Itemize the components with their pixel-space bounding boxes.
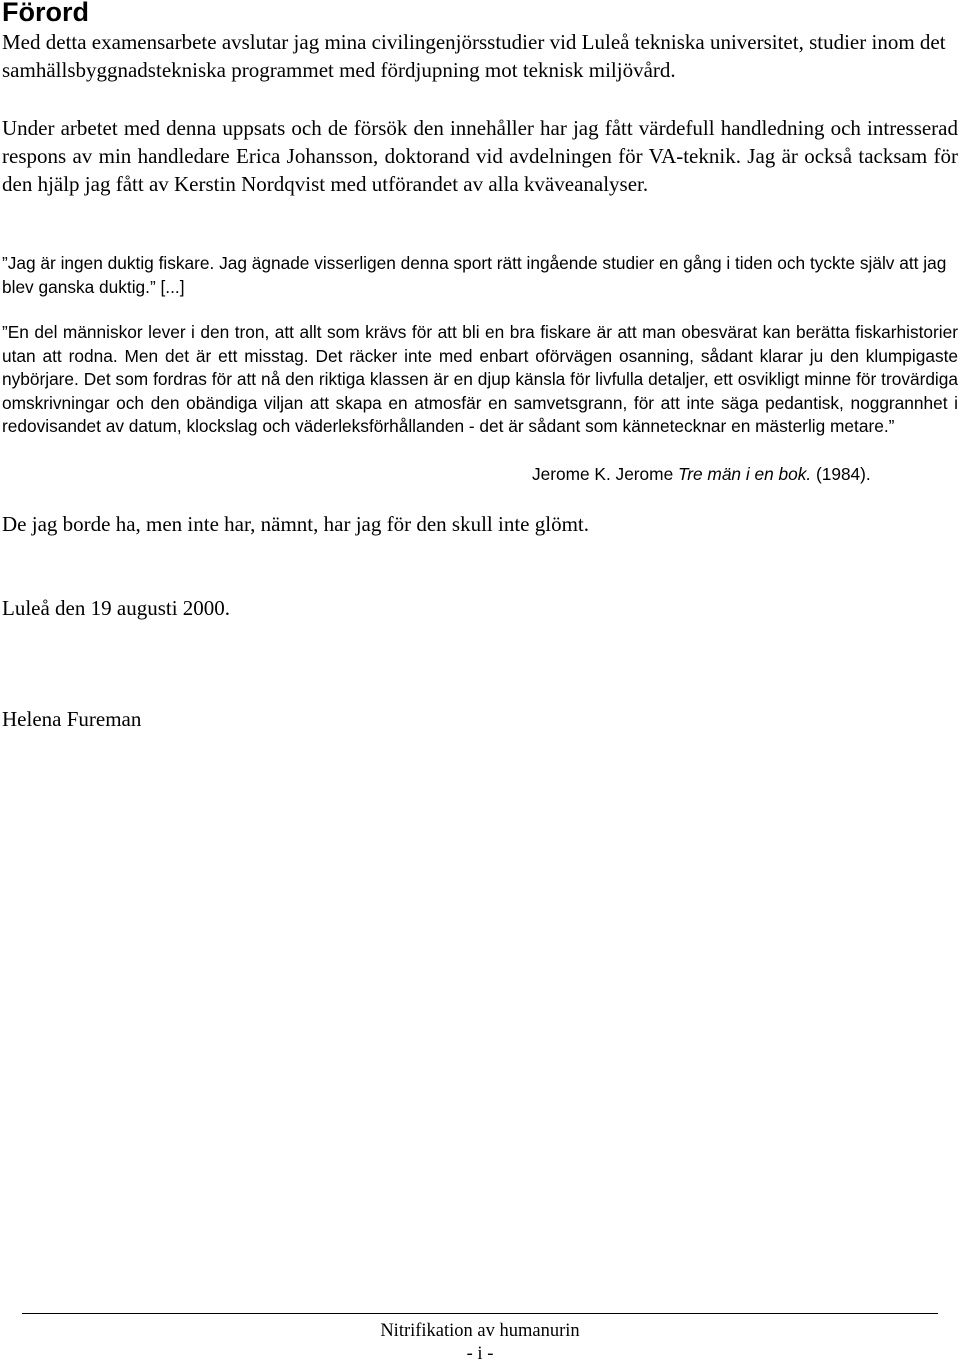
intro-paragraph: Med detta examensarbete avslutar jag mina civilingenjörsstudier vid Luleå tekniska universitet, studier inom det samhällsbyggnadstekniska programmet med fördjupning mot teknisk miljövård.: [2, 30, 946, 82]
place-date: Luleå den 19 augusti 2000.: [2, 596, 231, 620]
closing-line: De jag borde ha, men inte har, nämnt, har jag för den skull inte glömt.: [2, 512, 589, 536]
attribution-author: Jerome K. Jerome: [532, 464, 678, 484]
thanks-paragraph: Under arbetet med denna uppsats och de försök den innehåller har jag fått värdefull handledning och intresserad respons av min handledare Erica Johansson, doktorand vid avdelningen för VA-teknik. Jag är också tacksam för den hjälp jag fått av Kerstin Nordqvist med utförandet av alla kväveanalyser.: [2, 116, 958, 196]
page-heading: Förord: [2, 0, 89, 27]
quote-part-2: ”En del människor lever i den tron, att allt som krävs för att bli en bra fiskare är att man obesvärat kan berätta fiskarhistorier utan att rodna. Men det är ett misstag. Det räcker inte med enbart oförvägen osanning, sådant klarar ju den klumpigaste nybörjare. Det som fordras för att nå den riktiga klassen är en djup känsla för livfulla detaljer, ett osvikligt minne för trovärdiga omskrivningar och den obändiga viljan att skapa en atmosfär en samvetsgrann, för att inte säga pedantisk, noggrannhet i redovisandet av datum, klockslag och väderleksförhållanden - det är sådant som kännetecknar en mästerlig metare.”: [2, 322, 958, 436]
quote-part-1: ”Jag är ingen duktig fiskare. Jag ägnade visserligen denna sport rätt ingående studier en gång i tiden och tyckte själv att jag blev ganska duktig.” [...]: [2, 253, 947, 297]
footer-document-title: Nitrifikation av humanurin: [380, 1321, 580, 1341]
quote-attribution: [532, 463, 871, 487]
footer-page-number: - i -: [466, 1344, 494, 1364]
footer-divider: [22, 1313, 938, 1314]
author-signature: Helena Fureman: [2, 707, 142, 731]
attribution-book-title: Tre män i en bok.: [677, 464, 812, 484]
attribution-year: (1984).: [811, 464, 871, 484]
